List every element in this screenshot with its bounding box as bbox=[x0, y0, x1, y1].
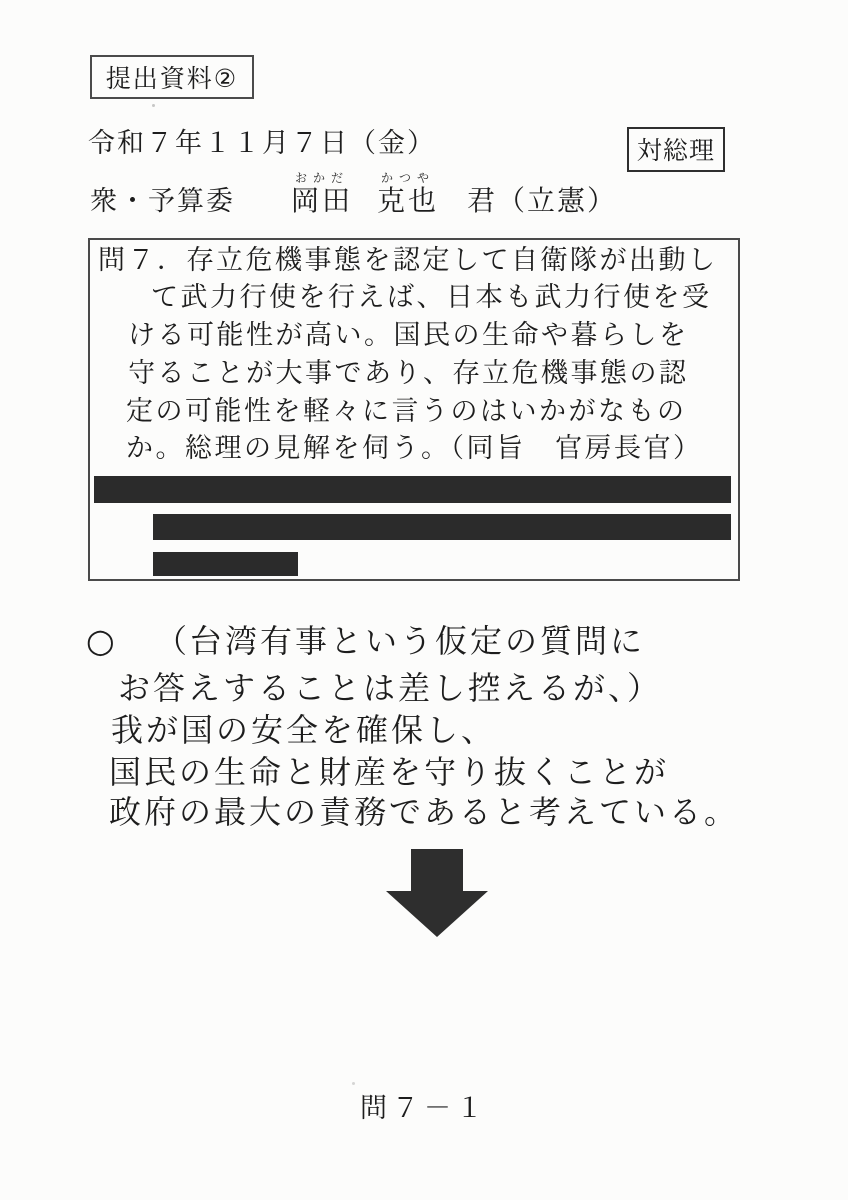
addressee-badge bbox=[627, 127, 725, 172]
question-line: か。総理の見解を伺う。（同旨 官房長官） bbox=[126, 433, 703, 464]
answer-line: 我が国の安全を確保し、 bbox=[111, 711, 497, 749]
question-line: 定の可能性を軽々に言うのはいかがなもの bbox=[126, 396, 687, 427]
addressee-text: 対総理 bbox=[637, 136, 716, 165]
down-arrow-icon bbox=[386, 849, 488, 937]
questioner-given-name: かつや 克也 bbox=[377, 171, 440, 217]
scan-speck bbox=[352, 1082, 355, 1085]
answer-bullet: ○ bbox=[86, 621, 115, 660]
answer-line: お答えすることは差し控えるが、） bbox=[118, 669, 663, 707]
given-name-furigana: かつや bbox=[381, 171, 436, 185]
question-line: ける可能性が高い。国民の生命や暮らしを bbox=[128, 320, 689, 351]
answer-line: 国民の生命と財産を守り抜くことが bbox=[109, 753, 670, 791]
question-line: て武力行使を行えば、日本も武力行使を受 bbox=[151, 282, 712, 313]
committee-row bbox=[90, 172, 617, 217]
answer-line: 政府の最大の責務であると考えている。 bbox=[109, 793, 740, 831]
questioner-honorific-party: 君（立憲） bbox=[467, 184, 618, 217]
questioner-surname: おかだ 岡田 bbox=[291, 171, 354, 217]
redaction-bar bbox=[153, 552, 298, 576]
answer-line: （台湾有事という仮定の質問に bbox=[155, 622, 646, 660]
doc-label-box bbox=[90, 55, 254, 99]
scan-speck bbox=[152, 104, 155, 107]
redaction-bar bbox=[94, 476, 731, 503]
page-footer: 問７－１ bbox=[360, 1093, 488, 1124]
date-text: 令和７年１１月７日（金） bbox=[88, 128, 436, 159]
committee-label: 衆・予算委 bbox=[90, 185, 235, 217]
redaction-bar bbox=[153, 514, 731, 540]
doc-label-text: 提出資料② bbox=[105, 64, 239, 93]
question-box bbox=[88, 238, 740, 581]
question-line: 問７．存立危機事態を認定して自衛隊が出動し bbox=[98, 245, 718, 276]
surname-furigana: おかだ bbox=[295, 171, 350, 185]
question-line: 守ることが大事であり、存立危機事態の認 bbox=[128, 358, 689, 389]
